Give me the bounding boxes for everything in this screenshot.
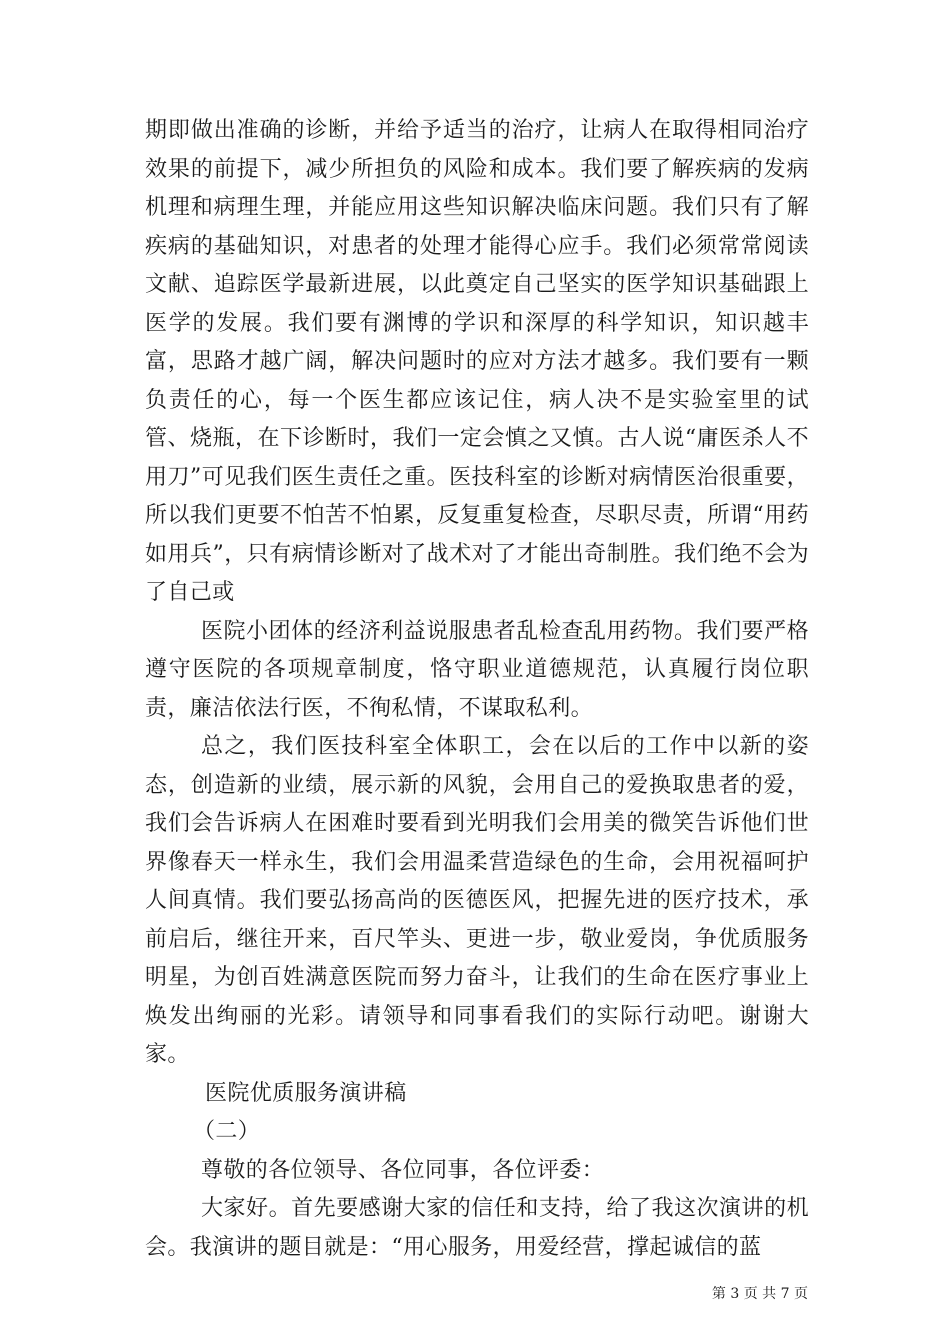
paragraph-continued: 期即做出准确的诊断，并给予适当的治疗，让病人在取得相同治疗效果的前提下，减少所担负的风险和成本。我们要了解疾病的发病机理和病理生理，并能应用这些知识解决临床问题。我们只有了解疾病的基础知识，对患者的处理才能得心应手。我们必须常常阅读文献、追踪医学最新进展，以此奠定自己坚实的医学知识基础跟上医学的发展。我们要有渊博的学识和深厚的科学知识，知识越丰富，思路才越广阔，解决问题时的应对方法才越多。我们要有一颗负责任的心，每一个医生都应该记住，病人决不是实验室里的试管、烧瓶，在下诊断时，我们一定会慎之又慎。古人说“庸医杀人不用刀”可见我们医生责任之重。医技科室的诊断对病情医治很重要，所以我们更要不怕苦不怕累，反复重复检查，尽职尽责，所谓“用药如用兵”，只有病情诊断对了战术对了才能出奇制胜。我们绝不会为了自己或 <box>145 118 809 605</box>
page-number: 第 3 页 共 7 页 <box>711 1286 808 1302</box>
section-number: （二） <box>193 1119 261 1144</box>
paragraph-hospital-group: 医院小团体的经济利益说服患者乱检查乱用药物。我们要严格遵守医院的各项规章制度，恪守职业道德规范，认真履行岗位职责，廉洁依法行医，不徇私情，不谋取私利。 <box>145 618 809 721</box>
document-body <box>145 112 809 1267</box>
paragraph-opening: 大家好。首先要感谢大家的信任和支持，给了我这次演讲的机会。我演讲的题目就是：“用心服务，用爱经营，撑起诚信的蓝 <box>145 1196 809 1260</box>
paragraph-conclusion: 总之，我们医技科室全体职工，会在以后的工作中以新的姿态，创造新的业绩，展示新的风貌，会用自己的爱换取患者的爱，我们会告诉病人在困难时要看到光明我们会用美的微笑告诉他们世界像春天一样永生，我们会用温柔营造绿色的生命，会用祝福呵护人间真情。我们要弘扬高尚的医德医风，把握先进的医疗技术，承前启后，继往开来，百尺竿头、更进一步，敬业爱岗，争优质服务明星，为创百姓满意医院而努力奋斗，让我们的生命在医疗事业上焕发出绚丽的光彩。请领导和同事看我们的实际行动吧。谢谢大家。 <box>145 734 809 1067</box>
section-title: 医院优质服务演讲稿 <box>205 1080 407 1106</box>
salutation: 尊敬的各位领导、各位同事，各位评委： <box>201 1157 605 1183</box>
